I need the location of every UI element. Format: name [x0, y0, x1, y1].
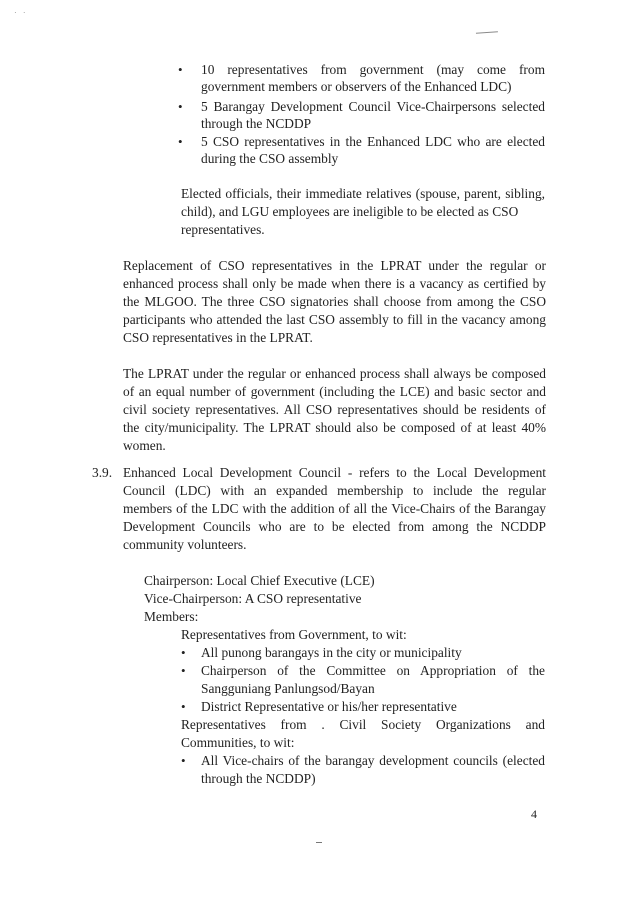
- cso-representatives-label: Communities, to wit:: [181, 735, 295, 750]
- vice-chairperson-line: Vice-Chairperson: A CSO representative: [144, 591, 362, 606]
- bullet-text-line: through the NCDDP): [201, 771, 316, 786]
- note-line: child), and LGU employees are ineligible to be elected as CSO: [181, 204, 519, 219]
- bullet-text-line: District Representative or his/her representative: [201, 699, 457, 714]
- paragraph-line: of an equal number of government (including the LCE) and basic sector and: [123, 384, 546, 399]
- paragraph-line: CSO representatives in the LPRAT.: [123, 330, 313, 345]
- section-line: members of the LDC with the addition of all the Vice-Chairs of the Barangay: [123, 501, 546, 516]
- scan-speck-mark: · ·: [14, 8, 28, 17]
- bullet-text-line: All punong barangays in the city or municipality: [201, 645, 462, 660]
- bullet-icon: •: [178, 62, 183, 77]
- paragraph-line: the city/municipality. The LPRAT should also be composed of at least 40%: [123, 420, 546, 435]
- note-line: representatives.: [181, 222, 265, 237]
- section-line: community volunteers.: [123, 537, 247, 552]
- bullet-text-line: 10 representatives from government (may come from: [201, 62, 545, 77]
- bullet-icon: •: [181, 663, 186, 678]
- bullet-icon: •: [178, 134, 183, 149]
- bullet-icon: •: [181, 645, 186, 660]
- members-label: Members:: [144, 609, 199, 624]
- paragraph-line: participants who attended the last CSO assembly to fill in the vacancy among: [123, 312, 546, 327]
- section-line: Enhanced Local Development Council - refers to the Local Development: [123, 465, 546, 480]
- cso-representatives-label: Representatives from . Civil Society Organizations and: [181, 717, 545, 732]
- bullet-text-line: Chairperson of the Committee on Appropriation of the: [201, 663, 545, 678]
- chairperson-line: Chairperson: Local Chief Executive (LCE): [144, 573, 375, 588]
- bullet-icon: •: [181, 699, 186, 714]
- note-line: Elected officials, their immediate relatives (spouse, parent, sibling,: [181, 186, 545, 201]
- page-number: 4: [531, 807, 537, 821]
- paragraph-line: The LPRAT under the regular or enhanced process shall always be composed: [123, 366, 546, 381]
- paragraph-line: enhanced process shall only be made when there is a vacancy as certified by: [123, 276, 546, 291]
- handwritten-initial-mark: [476, 31, 498, 36]
- section-number: 3.9.: [92, 465, 113, 480]
- bullet-text-line: 5 Barangay Development Council Vice-Chairpersons selected: [201, 99, 545, 114]
- section-line: Council (LDC) with an expanded membership to include the regular: [123, 483, 546, 498]
- bullet-text-line: Sangguniang Panlungsod/Bayan: [201, 681, 375, 696]
- paragraph-line: Replacement of CSO representatives in the LPRAT under the regular or: [123, 258, 546, 273]
- bullet-text-line: through the NCDDP: [201, 116, 312, 131]
- bullet-text-line: 5 CSO representatives in the Enhanced LDC who are elected: [201, 134, 545, 149]
- paragraph-line: the MLGOO. The three CSO signatories shall choose from among the CSO: [123, 294, 546, 309]
- paragraph-line: civil society representatives. All CSO representatives should be residents of: [123, 402, 546, 417]
- section-line: Development Councils who are to be elected from among the NCDDP: [123, 519, 546, 534]
- bullet-text-line: during the CSO assembly: [201, 151, 339, 166]
- scan-dash-mark: [316, 842, 322, 845]
- bullet-icon: •: [178, 99, 183, 114]
- bullet-icon: •: [181, 753, 186, 768]
- paragraph-line: women.: [123, 438, 166, 453]
- bullet-text-line: All Vice-chairs of the barangay development councils (elected: [201, 753, 545, 768]
- gov-representatives-label: Representatives from Government, to wit:: [181, 627, 407, 642]
- bullet-text-line: government members or observers of the Enhanced LDC): [201, 79, 512, 94]
